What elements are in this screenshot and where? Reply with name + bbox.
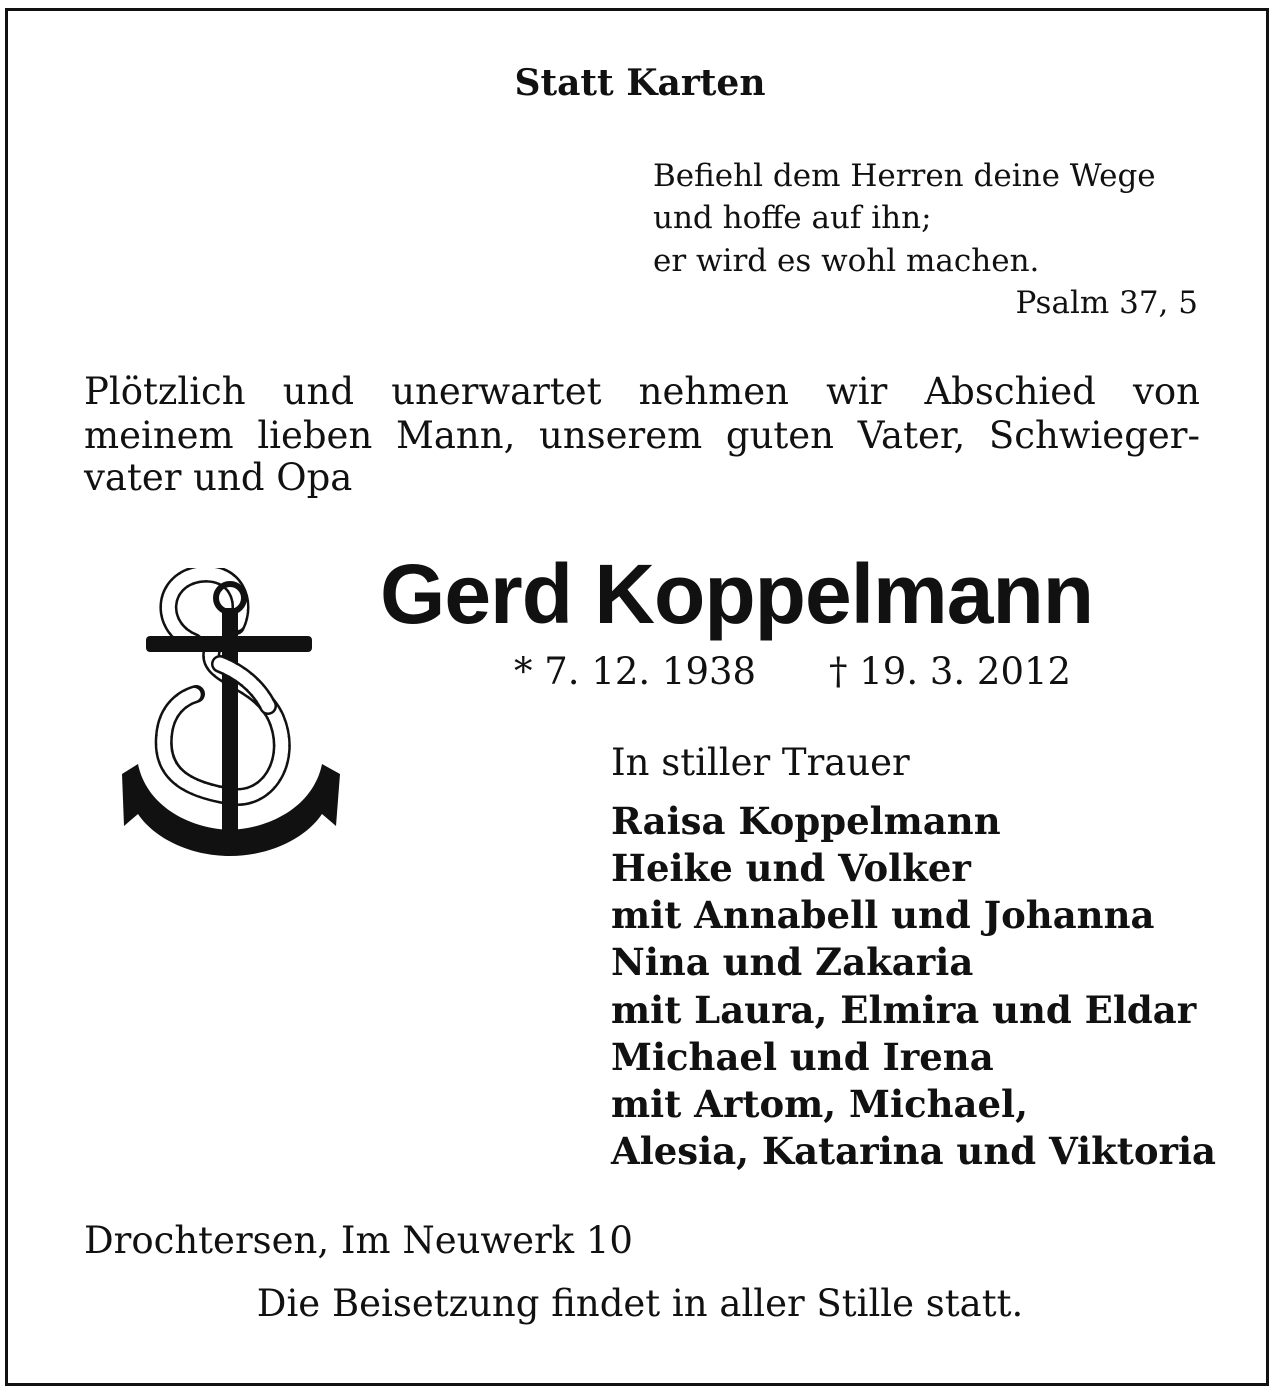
verse-line: und hoffe auf ihn; (653, 200, 932, 236)
intro-word: Schwieger- (988, 414, 1200, 457)
mourner-line: mit Artom, Michael, (611, 1082, 1028, 1126)
intro-word: meinem (84, 414, 234, 457)
verse-line: er wird es wohl machen. (653, 243, 1040, 279)
intro-word: nehmen (638, 370, 789, 413)
mourner-line: Raisa Koppelmann (611, 799, 1001, 843)
intro-word: von (1132, 370, 1200, 413)
deceased-name: Gerd Koppelmann (380, 547, 1094, 641)
verse-reference: Psalm 37, 5 (1015, 285, 1198, 321)
intro-word: Vater, (857, 414, 966, 457)
notice-header: Statt Karten (514, 62, 766, 104)
mourner-line: Heike und Volker (611, 846, 971, 890)
death-date: † 19. 3. 2012 (829, 650, 1072, 693)
intro-word: unerwartet (391, 370, 602, 413)
address: Drochtersen, Im Neuwerk 10 (84, 1219, 633, 1262)
intro-line-3: vater und Opa (84, 456, 353, 499)
intro-word: unserem (539, 414, 703, 457)
mourner-line: Michael und Irena (611, 1035, 994, 1079)
anchor-icon (108, 568, 352, 858)
intro-word: lieben (257, 414, 373, 457)
mourner-line: Nina und Zakaria (611, 940, 974, 984)
mourner-line: mit Laura, Elmira und Eldar (611, 988, 1197, 1032)
intro-line-1 (84, 370, 1200, 413)
intro-word: wir (826, 370, 888, 413)
intro-word: Mann, (395, 414, 516, 457)
mourning-intro: In stiller Trauer (611, 741, 910, 784)
intro-word: Plötzlich (84, 370, 246, 413)
intro-word: Abschied (924, 370, 1096, 413)
mourner-line: mit Annabell und Johanna (611, 893, 1155, 937)
funeral-note: Die Beisetzung findet in aller Stille statt. (256, 1282, 1024, 1325)
verse-line: Befiehl dem Herren deine Wege (653, 158, 1156, 194)
intro-word: guten (725, 414, 835, 457)
mourner-line: Alesia, Katarina und Viktoria (611, 1129, 1217, 1173)
intro-line-2 (84, 414, 1200, 457)
intro-word: und (282, 370, 355, 413)
birth-date: * 7. 12. 1938 (514, 650, 757, 693)
